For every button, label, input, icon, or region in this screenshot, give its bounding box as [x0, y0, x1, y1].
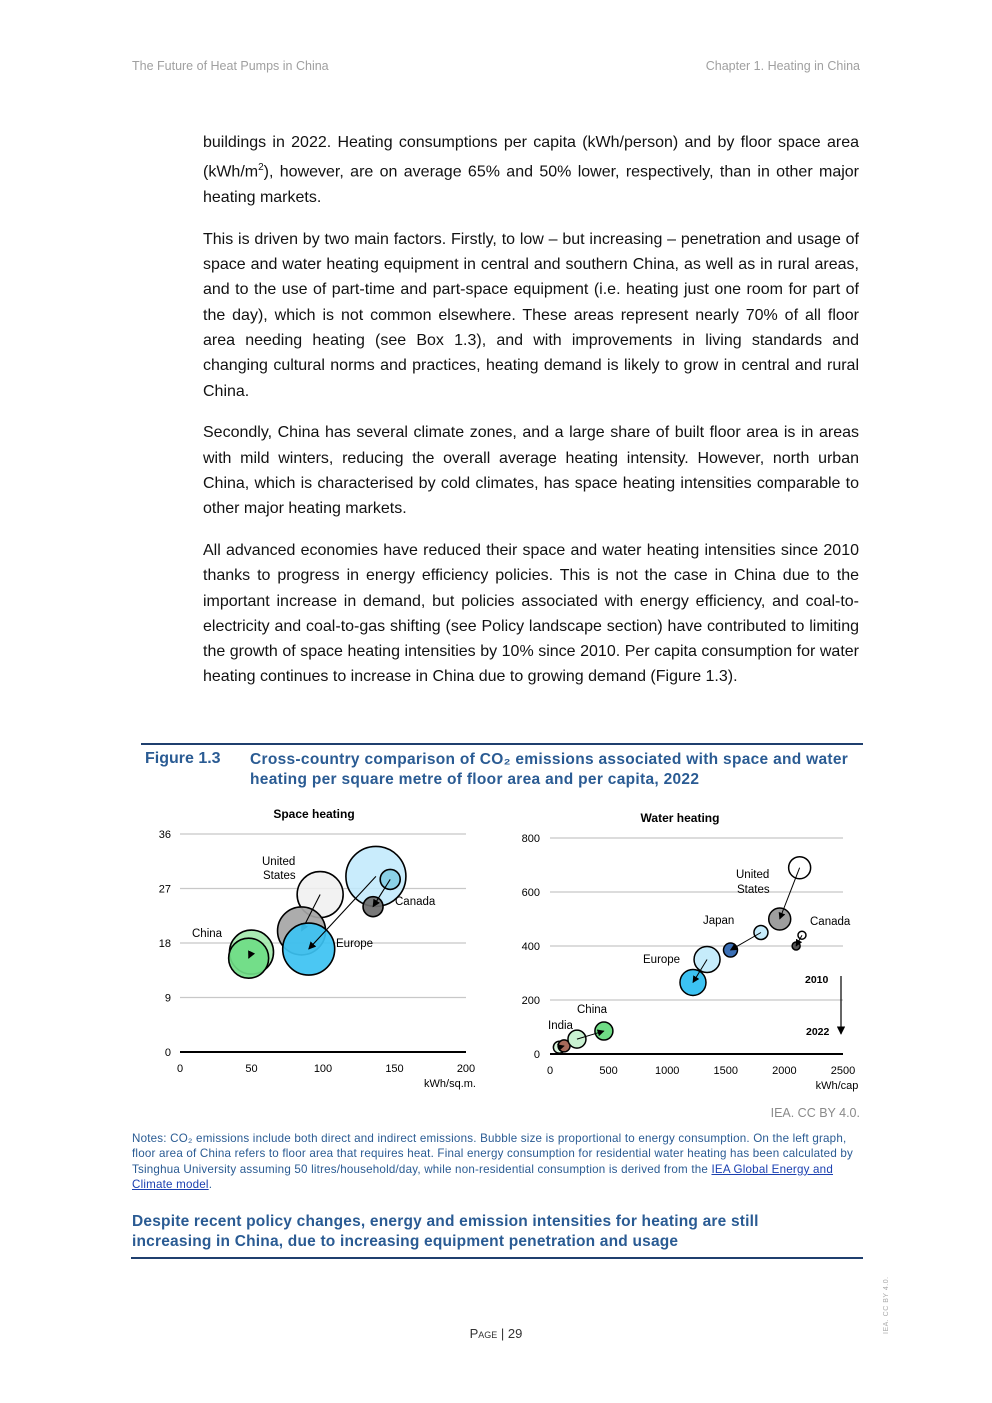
water-heating-xtick: 500 — [599, 1065, 618, 1077]
legend-end-year: 2022 — [806, 1026, 830, 1038]
space-heating-title: Space heating — [273, 807, 355, 821]
label-us-space-2: States — [263, 870, 296, 882]
figure-notes — [132, 1131, 860, 1193]
page-number-value: 29 — [507, 1326, 523, 1341]
water-heating-ytick: 600 — [521, 887, 540, 899]
paragraph-1 — [203, 130, 859, 210]
bubble-china-2022 — [229, 938, 269, 978]
label-canada-water: Canada — [810, 916, 851, 928]
water-heating-xtick: 1000 — [654, 1065, 680, 1077]
space-heating-xtick: 150 — [385, 1063, 404, 1075]
paragraph-3: Secondly, China has several climate zones, and a large share of built floor area is in areas with mild winters, reducing the overall average heating intensity. However, north urban China, which is characterised by cold climates, has space heating intensities comparable to other major heating markets. — [203, 424, 859, 518]
water-bubble-europe-2022 — [680, 969, 706, 995]
figure-credit: IEA. CC BY 4.0. — [770, 1106, 860, 1120]
page-label: Page — [469, 1326, 498, 1341]
page-number: Page | 29 — [469, 1326, 523, 1341]
label-china-space: China — [192, 928, 223, 940]
superscript: 2 — [258, 162, 264, 174]
paragraph-1-part-a: buildings in 2022. Heating consumptions per capita (kWh/person) and by floor space area (kWh/m — [203, 134, 859, 181]
side-license-note — [877, 1270, 897, 1340]
space-heating-ytick: 0 — [164, 1047, 171, 1059]
figure-top-rule — [141, 743, 863, 745]
label-us-space-1: United — [262, 856, 296, 868]
water-heating-xtick: 2500 — [830, 1065, 856, 1077]
water-heating-ytick: 800 — [521, 833, 540, 845]
water-heating-ytick: 400 — [521, 941, 540, 953]
water-arrow-japan — [730, 933, 760, 951]
paragraph-4: All advanced economies have reduced their space and water heating intensities since 2010 thanks to progress in energy efficiency policies. This is not the case in China due to the important increase in demand, but policies associated with energy efficiency, and coal-to-electricity and coal-to-gas shifting (see Policy landscape section) have contributed to limiting the growth of space heating intensities by 10% since 2010. Per capita consumption for water heating continues to increase in China due to growing demand (Figure 1.3). — [203, 541, 859, 686]
figure-bottom-rule — [131, 1257, 863, 1259]
space-heating-xtick: 100 — [313, 1063, 333, 1075]
water-heating-ytick: 0 — [533, 1049, 540, 1061]
running-header-chapter: Chapter 1. Heating in China — [705, 59, 860, 73]
space-heating-ytick: 9 — [164, 992, 171, 1005]
water-heating-xtick: 2000 — [772, 1065, 797, 1077]
figure-takeaway: Despite recent policy changes, energy and emission intensities for heating are still increasing in China, due to increasing equipment penetration and usage — [132, 1213, 759, 1250]
space-heating-xtick: 50 — [245, 1063, 258, 1075]
water-bubble-china-2010 — [568, 1030, 586, 1048]
paragraph-2: This is driven by two main factors. Firstly, to low – but increasing – penetration and usage of space and water heating equipment in central and southern China, as well as in rural areas, and to the use of part-time and part-space equipment (i.e. heating just one room for part of the day), which is not common elsewhere. These areas represent nearly 70% of all floor area needing heating (see Box 1.3), and with improvements in living standards and changing cultural norms and practices, heating demand is likely to grow in central and rural China. — [203, 230, 859, 400]
space-heating-ytick: 36 — [158, 829, 171, 841]
label-europe-water: Europe — [643, 954, 681, 966]
label-japan-water: Japan — [703, 915, 735, 927]
figure-title: Cross-country comparison of CO₂ emissions associated with space and water heating per square metre of floor area and per capita, 2022 — [250, 751, 849, 788]
space-heating-ytick: 27 — [158, 883, 171, 896]
notes-text: Notes: CO₂ emissions include both direct and indirect emissions. Bubble size is proportional to energy consumption. On the left graph, floor area of China refers to floor area that requires heat. Final energy consumption for residential water heating has been calculated by Tsinghua University assuming 50 litres/household/day, while non-residential consumption is derived from the — [132, 1132, 854, 1176]
space-heating-xtick: 200 — [456, 1063, 476, 1075]
label-us-water-2: States — [737, 884, 770, 896]
label-india-water: India — [548, 1020, 573, 1032]
label-china-water: China — [577, 1004, 608, 1016]
space-heating-xtick: 0 — [176, 1063, 184, 1075]
side-license-text: IEA. CC BY 4.0. — [883, 1276, 890, 1334]
water-heating-xtick: 1500 — [713, 1065, 739, 1077]
water-heating-ytick: 200 — [521, 995, 540, 1007]
notes-end: . — [208, 1178, 213, 1192]
space-heating-xlabel: kWh/sq.m. — [424, 1078, 476, 1090]
water-heating-title: Water heating — [640, 811, 720, 825]
figure-label: Figure 1.3 — [145, 750, 221, 767]
legend-start-year: 2010 — [805, 974, 829, 986]
label-europe-space: Europe — [336, 938, 374, 950]
body-text — [203, 130, 859, 706]
water-heating-xtick: 0 — [546, 1065, 554, 1077]
notes-link[interactable]: IEA Global Energy and Climate model — [132, 1162, 833, 1192]
bubble-canada-2022 — [363, 897, 383, 917]
water-heating-xlabel: kWh/cap — [815, 1080, 859, 1092]
water-arrow-united-states — [780, 868, 800, 919]
paragraph-1-part-b: ), however, are on average 65% and 50% lower, respectively, than in other major heating markets. — [203, 163, 859, 206]
figure-charts — [0, 800, 992, 1100]
running-header-title: The Future of Heat Pumps in China — [132, 59, 329, 73]
label-us-water-1: United — [736, 869, 770, 881]
label-canada-space: Canada — [395, 896, 436, 908]
space-heating-ytick: 18 — [158, 938, 171, 950]
